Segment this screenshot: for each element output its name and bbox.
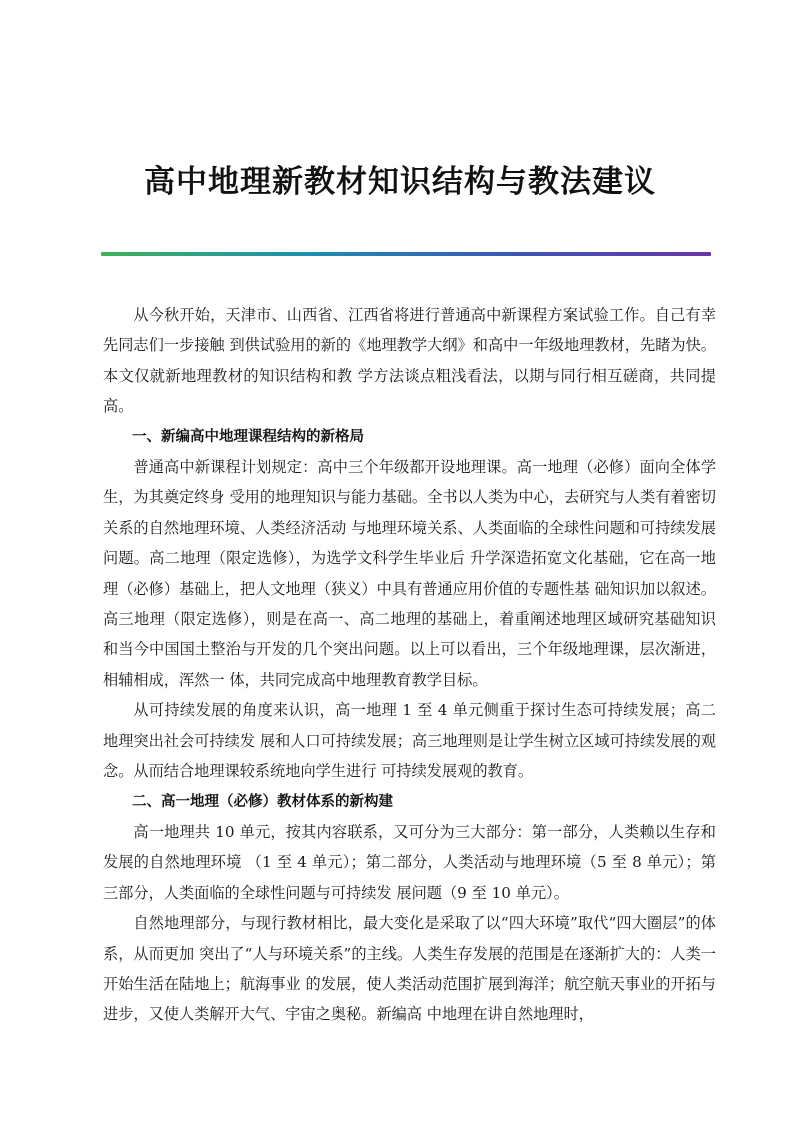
section-heading: 二、高一地理（必修）教材体系的新构建 (132, 793, 393, 810)
document-title: 高中地理新教材知识结构与教法建议 (144, 164, 656, 200)
section-heading: 一、新编高中地理课程结构的新格局 (132, 428, 364, 445)
body-paragraph: 高一地理共 10 单元，按其内容联系，又可分为三大部分：第一部分，人类赖以生存和发展的自然地理环境 （1 至 4 单元）；第二部分，人类活动与地理环境（5 至 8 单元）；第三部分，人类面临的全球性问题与可持续发 展问题（9 至 10 单元）。 (103, 822, 716, 902)
document-body (103, 300, 716, 1030)
body-paragraph: 自然地理部分，与现行教材相比，最大变化是采取了以“四大环境”取代“四大圈层”的体系，从而更加 突出了“人与环境关系”的主线。人类生存发展的范围是在逐渐扩大的：人类一开始生活在陆地上；航海事业 的发展，使人类活动范围扩展到海洋；航空航天事业的开拓与进步，又使人类解开大气、宇宙之奥秘。新编高 中地理在讲自然地理时， (103, 914, 716, 1024)
body-paragraph: 从可持续发展的角度来认识，高一地理 1 至 4 单元侧重于探讨生态可持续发展；高二地理突出社会可持续发 展和人口可持续发展；高三地理则是让学生树立区域可持续发展的观念。从而结合地理课较系统地向学生进行 可持续发展观的教育。 (103, 701, 716, 781)
body-paragraph: 从今秋开始，天津市、山西省、江西省将进行普通高中新课程方案试验工作。自己有幸先同志们一步接触 到供试验用的新的《地理教学大纲》和高中一年级地理教材，先睹为快。本文仅就新地理教材的知识结构和教 学方法谈点粗浅看法，以期与同行相互磋商，共同提高。 (103, 306, 716, 416)
title-divider-rule (101, 252, 711, 256)
body-paragraph: 普通高中新课程计划规定：高中三个年级都开设地理课。高一地理（必修）面向全体学生，为其奠定终身 受用的地理知识与能力基础。全书以人类为中心，去研究与人类有着密切关系的自然地理环境、人类经济活动 与地理环境关系、人类面临的全球性问题和可持续发展问题。高二地理（限定选修），为选学文科学生毕业后 升学深造拓宽文化基础，它在高一地理（必修）基础上，把人文地理（狭义）中具有普通应用价值的专题性基 础知识加以叙述。高三地理（限定选修），则是在高一、高二地理的基础上，着重阐述地理区域研究基础知识 和当今中国国土整治与开发的几个突出问题。以上可以看出，三个年级地理课，层次渐进，相辅相成，浑然一 体，共同完成高中地理教育教学目标。 (103, 458, 716, 689)
